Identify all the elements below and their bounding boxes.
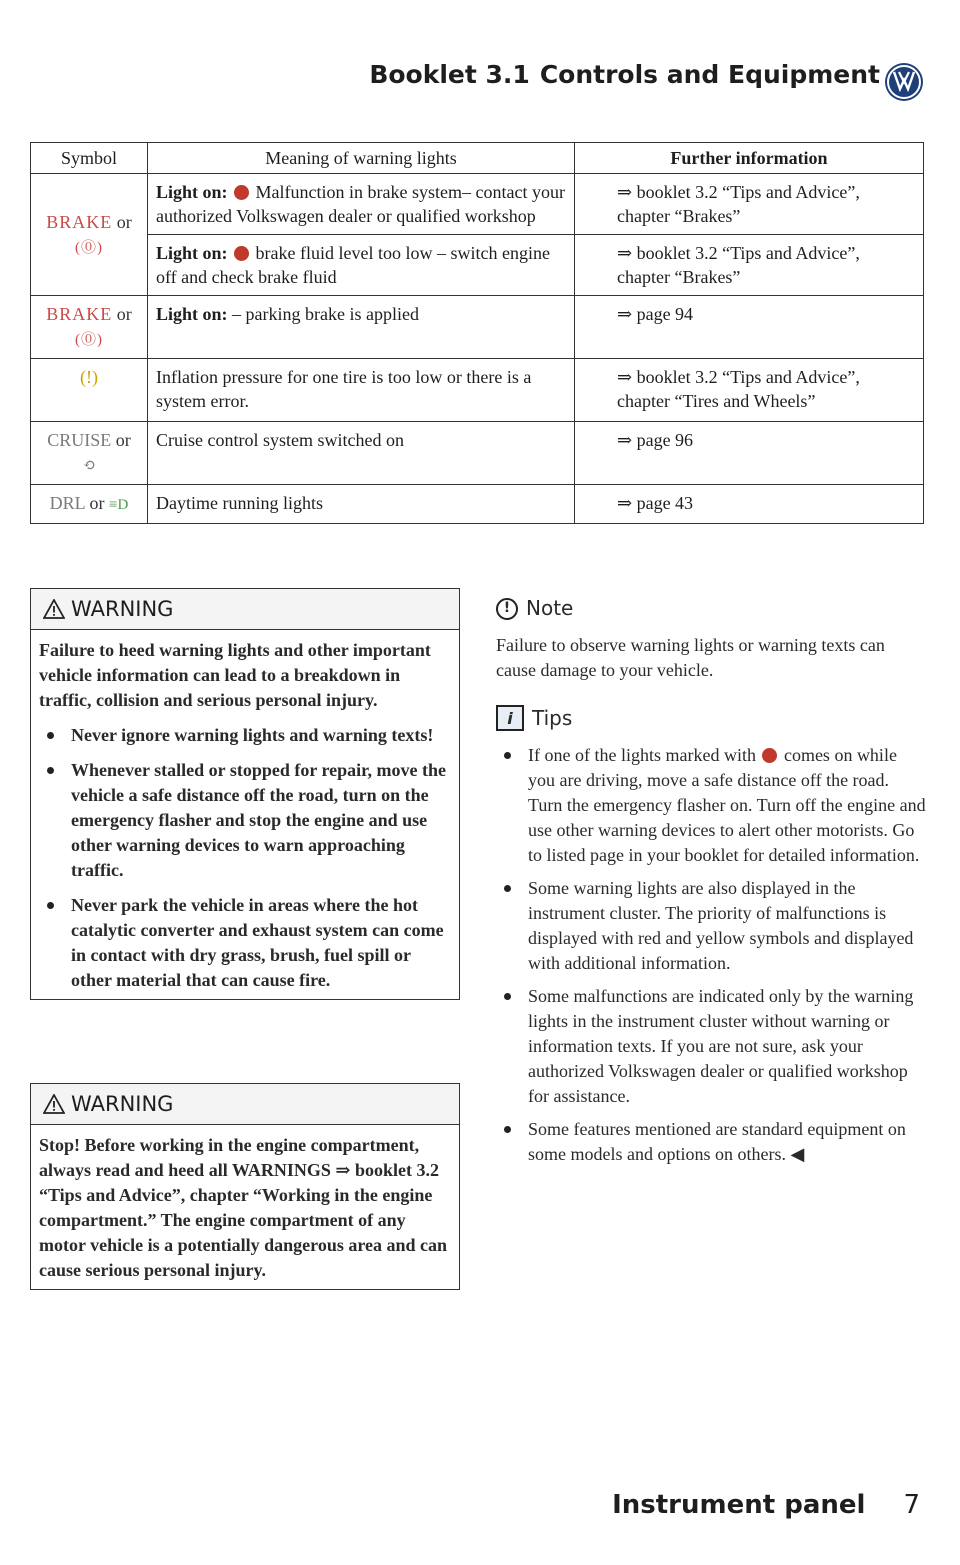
meaning-cell <box>148 174 575 235</box>
stop-icon <box>762 748 777 763</box>
daytime-lights-icon: ≡D <box>109 497 129 513</box>
header-meaning: Meaning of warning lights <box>148 143 575 174</box>
note-icon: ! <box>496 598 518 620</box>
table-row <box>31 174 924 235</box>
note-section <box>496 596 926 691</box>
meaning-cell <box>148 296 575 359</box>
meaning-text: Malfunction in brake system– contact your authorized Volkswagen dealer or qualified workshop <box>156 182 565 226</box>
footer-section: Instrument panel <box>612 1490 866 1520</box>
table-row <box>31 485 924 524</box>
warning-text: Stop! Before working in the engine compartment, always read and heed all WARNINGS ⇒ booklet 3.2 “Tips and Advice”, chapter “Working in the engine compartment.” The engine compartment of any motor vehicle is a potentially dangerous area and can cause serious personal injury. <box>39 1135 448 1280</box>
warning-lights-table <box>30 142 924 524</box>
header-info: Further information <box>575 143 924 174</box>
warning-triangle-icon <box>43 599 65 619</box>
meaning-text: brake fluid level too low – switch engine off and check brake fluid <box>156 243 550 287</box>
light-on-label: Light on: <box>156 243 228 263</box>
warning-box-1 <box>30 588 460 1000</box>
table-header-row <box>31 143 924 174</box>
light-on-label: Light on: <box>156 182 228 202</box>
meaning-cell: Cruise control system switched on <box>148 422 575 485</box>
tips-section <box>496 705 926 1175</box>
table-row <box>31 296 924 359</box>
warning-header <box>31 589 459 630</box>
stop-icon <box>234 246 249 261</box>
info-cell: ⇒ page 43 <box>575 485 924 524</box>
light-on-label: Light on: <box>156 304 228 324</box>
header-title: Controls and Equipment <box>539 60 880 89</box>
warning-title: WARNING <box>71 596 174 621</box>
tips-bullet: Some features mentioned are standard equipment on some models and options on others. ◀ <box>496 1117 926 1167</box>
warning-bullet: Never park the vehicle in areas where the hot catalytic converter and exhaust system can come in contact with dry grass, brush, fuel spill or other material that can cause fire. <box>39 893 447 993</box>
brake-symbol-text: BRAKE <box>46 212 113 232</box>
info-cell: ⇒ booklet 3.2 “Tips and Advice”, chapter “Tires and Wheels” <box>575 359 924 422</box>
tips-bullet-text-b: comes on while you are driving, move a safe distance off the road. Turn the emergency flasher on. Turn off the engine and use other warning devices to alert other motorists. Go to listed page in your booklet for detailed information. <box>528 745 926 865</box>
table-row <box>31 422 924 485</box>
table-row <box>31 359 924 422</box>
drl-symbol-text: DRL <box>49 493 86 513</box>
warning-body <box>31 1125 459 1289</box>
brake-symbol-text: BRAKE <box>46 304 113 324</box>
info-cell: ⇒ page 94 <box>575 296 924 359</box>
meaning-cell: Daytime running lights <box>148 485 575 524</box>
brake-icon: (⓪) <box>75 240 103 256</box>
warning-intro: Failure to heed warning lights and other important vehicle information can lead to a breakdown in traffic, collision and serious personal injury. <box>39 640 431 710</box>
info-cell: ⇒ page 96 <box>575 422 924 485</box>
info-cell: ⇒ booklet 3.2 “Tips and Advice”, chapter “Brakes” <box>575 235 924 296</box>
symbol-cell <box>31 296 148 359</box>
header-symbol: Symbol <box>31 143 148 174</box>
tips-title: Tips <box>532 705 573 730</box>
warning-title: WARNING <box>71 1091 174 1116</box>
tire-pressure-icon: (!) <box>80 367 98 387</box>
meaning-cell <box>148 235 575 296</box>
meaning-cell: Inflation pressure for one tire is too low or there is a system error. <box>148 359 575 422</box>
tips-header <box>496 705 926 731</box>
warning-box-2 <box>30 1083 460 1290</box>
symbol-cell <box>31 485 148 524</box>
symbol-cell <box>31 359 148 422</box>
tips-bullet: Some malfunctions are indicated only by the warning lights in the instrument cluster without warning or information texts. If you are not sure, ask your authorized Volkswagen dealer or qualified workshop for assistance. <box>496 984 926 1109</box>
note-title: Note <box>526 596 574 620</box>
note-text: Failure to observe warning lights or warning texts can cause damage to your vehicle. <box>496 635 885 680</box>
page-header <box>0 60 880 89</box>
or-text: or <box>116 304 132 324</box>
tips-bullet <box>496 743 926 868</box>
or-text: or <box>115 430 131 450</box>
booklet-label: Booklet 3.1 <box>369 60 530 89</box>
tips-bullet: Some warning lights are also displayed in the instrument cluster. The priority of malfunctions is displayed with red and yellow symbols and displayed with additional information. <box>496 876 926 976</box>
warning-header <box>31 1084 459 1125</box>
cruise-control-icon: ⟲ <box>82 458 96 474</box>
tips-bullet-text-a: If one of the lights marked with <box>528 745 756 765</box>
meaning-text: – parking brake is applied <box>232 304 419 324</box>
warning-bullet: Never ignore warning lights and warning texts! <box>39 723 447 748</box>
note-header <box>496 596 926 621</box>
page-footer <box>0 1490 920 1520</box>
brake-icon: (⓪) <box>75 332 103 348</box>
vw-logo-icon <box>884 62 924 102</box>
page-number: 7 <box>903 1490 920 1520</box>
info-icon: i <box>496 705 524 731</box>
warning-bullet: Whenever stalled or stopped for repair, move the vehicle a safe distance off the road, turn on the emergency flasher and stop the engine and use other warning devices to warn approaching traffic. <box>39 758 447 883</box>
cruise-symbol-text: CRUISE <box>47 430 112 450</box>
table-row <box>31 235 924 296</box>
or-text: or <box>116 212 132 232</box>
symbol-cell <box>31 422 148 485</box>
warning-body <box>31 630 459 999</box>
or-text: or <box>89 493 105 513</box>
stop-icon <box>234 185 249 200</box>
info-cell: ⇒ booklet 3.2 “Tips and Advice”, chapter “Brakes” <box>575 174 924 235</box>
symbol-cell <box>31 174 148 296</box>
warning-triangle-icon <box>43 1094 65 1114</box>
